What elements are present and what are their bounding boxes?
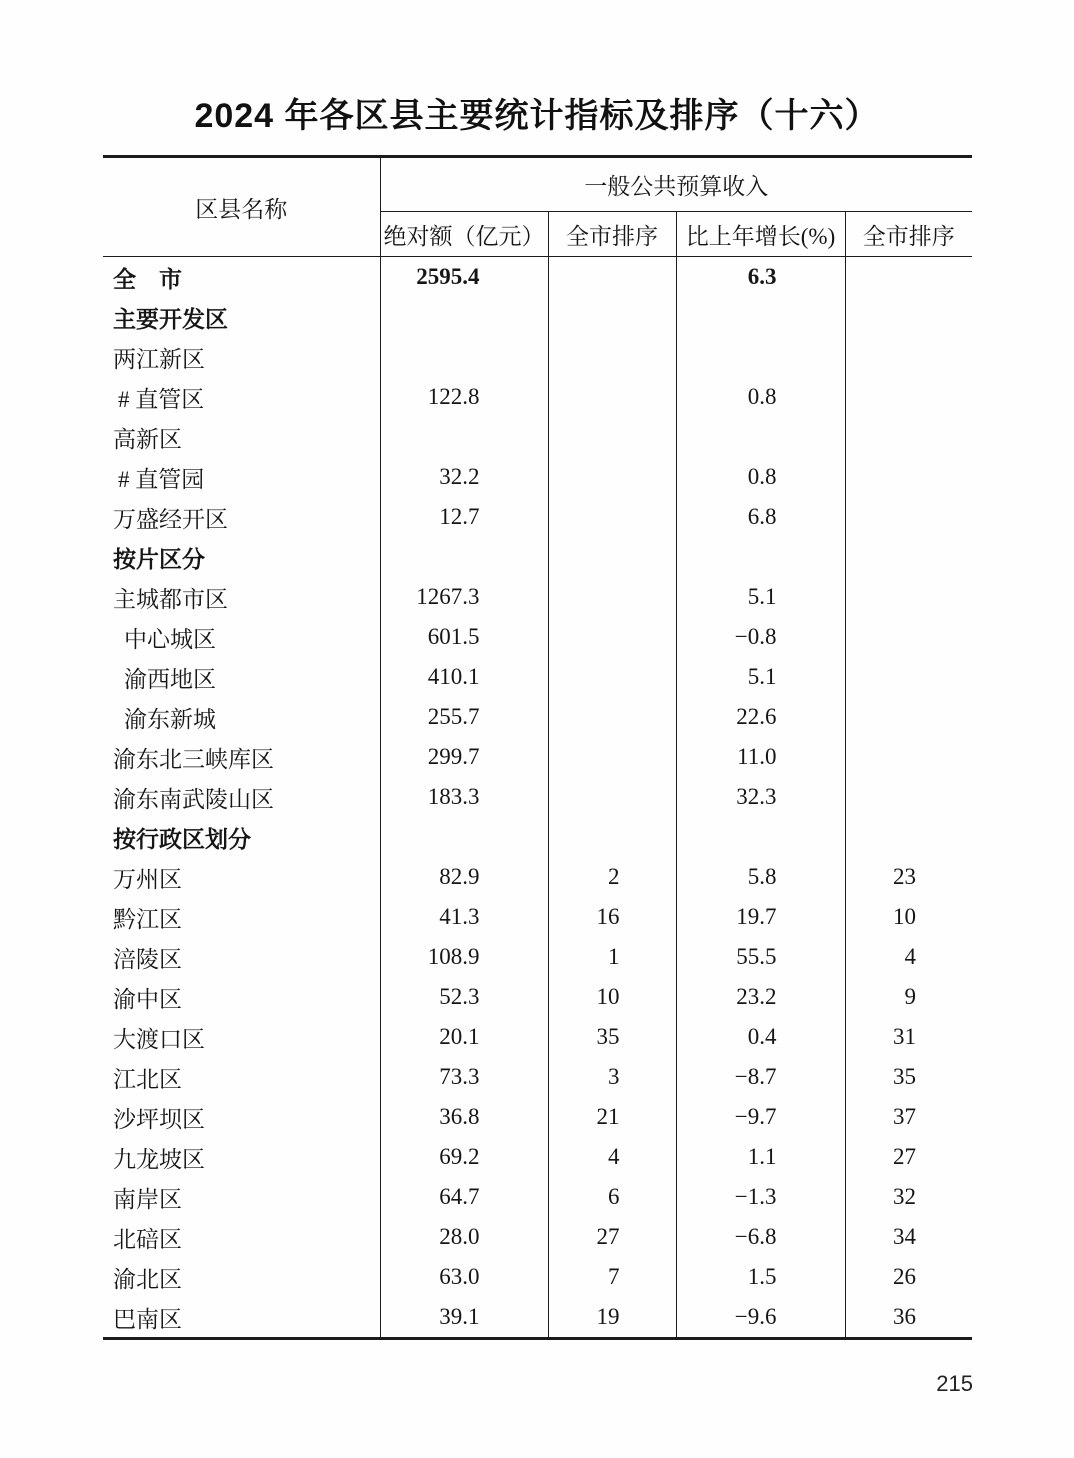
- citywide-rank-1-cell: [548, 537, 676, 577]
- growth-rate-cell: −8.7: [676, 1057, 845, 1097]
- region-name-cell: 涪陵区: [103, 937, 380, 977]
- citywide-rank-2-cell: [845, 537, 972, 577]
- growth-rate-cell: 5.1: [676, 577, 845, 617]
- region-name-cell: 渝中区: [103, 977, 380, 1017]
- absolute-amount-cell: [380, 537, 548, 577]
- absolute-amount-cell: 52.3: [380, 977, 548, 1017]
- growth-rate-cell: [676, 297, 845, 337]
- absolute-amount-cell: 39.1: [380, 1297, 548, 1339]
- absolute-amount-cell: 20.1: [380, 1017, 548, 1057]
- growth-rate-cell: −0.8: [676, 617, 845, 657]
- citywide-rank-2-cell: [845, 577, 972, 617]
- absolute-amount-cell: 63.0: [380, 1257, 548, 1297]
- region-name-cell: 按片区分: [103, 537, 380, 577]
- citywide-rank-2-cell: 23: [893, 864, 916, 889]
- absolute-amount-cell: [380, 337, 548, 377]
- region-name-cell: 两江新区: [103, 337, 380, 377]
- absolute-amount-cell: 299.7: [380, 737, 548, 777]
- growth-rate-cell: −1.3: [676, 1177, 845, 1217]
- citywide-rank-2-cell: [845, 377, 972, 417]
- region-name-cell: 全 市: [103, 257, 380, 298]
- growth-rate-cell: 1.5: [676, 1257, 845, 1297]
- citywide-rank-1-cell: 21: [548, 1097, 676, 1137]
- table-row: [103, 1097, 972, 1137]
- region-name-cell: 万州区: [103, 857, 380, 897]
- table-row: [103, 937, 972, 977]
- growth-rate-cell: 23.2: [676, 977, 845, 1017]
- region-name-cell: 江北区: [103, 1057, 380, 1097]
- region-name-cell: 渝东南武陵山区: [103, 777, 380, 817]
- citywide-rank-1-cell: 4: [548, 1137, 676, 1177]
- table-row: [103, 297, 972, 337]
- citywide-rank-1-cell: [548, 297, 676, 337]
- table-row: [103, 377, 972, 417]
- region-name-cell: 大渡口区: [103, 1017, 380, 1057]
- citywide-rank-1-cell: 16: [548, 897, 676, 937]
- citywide-rank-2-cell: 34: [893, 1224, 916, 1249]
- citywide-rank-1-cell: [548, 657, 676, 697]
- citywide-rank-1-cell: 27: [548, 1217, 676, 1257]
- absolute-amount-cell: 32.2: [380, 457, 548, 497]
- citywide-rank-1-cell: 2: [548, 857, 676, 897]
- citywide-rank-1-cell: [548, 777, 676, 817]
- absolute-amount-cell: 108.9: [380, 937, 548, 977]
- absolute-amount-cell: 36.8: [380, 1097, 548, 1137]
- citywide-rank-2-cell: [845, 257, 972, 298]
- growth-rate-cell: 5.8: [676, 857, 845, 897]
- table-row: [103, 1137, 972, 1177]
- absolute-amount-cell: 183.3: [380, 777, 548, 817]
- citywide-rank-1-cell: [548, 337, 676, 377]
- absolute-amount-cell: 82.9: [380, 857, 548, 897]
- absolute-amount-cell: 64.7: [380, 1177, 548, 1217]
- statistics-table: [103, 155, 972, 1340]
- table-row: [103, 977, 972, 1017]
- absolute-amount-cell: [380, 417, 548, 457]
- citywide-rank-1-cell: [548, 577, 676, 617]
- col-header-citywide-rank-1: 全市排序: [548, 212, 676, 257]
- growth-rate-cell: 5.1: [676, 657, 845, 697]
- table-row: [103, 1257, 972, 1297]
- citywide-rank-1-cell: [548, 417, 676, 457]
- table-header: [103, 157, 972, 257]
- growth-rate-cell: [676, 337, 845, 377]
- region-name-cell: 中心城区: [103, 617, 380, 657]
- absolute-amount-cell: 255.7: [380, 697, 548, 737]
- col-header-budget-revenue-group: 一般公共预算收入: [380, 157, 972, 212]
- citywide-rank-2-cell: 27: [893, 1144, 916, 1169]
- growth-rate-cell: −9.6: [676, 1297, 845, 1339]
- region-name-cell: 沙坪坝区: [103, 1097, 380, 1137]
- citywide-rank-2-cell: [845, 417, 972, 457]
- absolute-amount-cell: 73.3: [380, 1057, 548, 1097]
- col-header-region-name: 区县名称: [103, 157, 380, 257]
- absolute-amount-cell: [380, 817, 548, 857]
- region-name-cell: 黔江区: [103, 897, 380, 937]
- table-row: [103, 457, 972, 497]
- table-row: [103, 1057, 972, 1097]
- region-name-cell: 渝北区: [103, 1257, 380, 1297]
- citywide-rank-1-cell: [548, 257, 676, 298]
- region-name-cell: 渝东北三峡库区: [103, 737, 380, 777]
- citywide-rank-1-cell: [548, 817, 676, 857]
- citywide-rank-2-cell: 37: [893, 1104, 916, 1129]
- table-row: [103, 337, 972, 377]
- citywide-rank-1-cell: 6: [548, 1177, 676, 1217]
- citywide-rank-1-cell: 7: [548, 1257, 676, 1297]
- table-row: [103, 1297, 972, 1339]
- col-header-growth-over-previous-year: 比上年增长(%): [676, 212, 845, 257]
- citywide-rank-2-cell: 4: [904, 944, 916, 969]
- citywide-rank-1-cell: 3: [548, 1057, 676, 1097]
- citywide-rank-1-cell: 10: [548, 977, 676, 1017]
- growth-rate-cell: 6.8: [676, 497, 845, 537]
- growth-rate-cell: 55.5: [676, 937, 845, 977]
- citywide-rank-1-cell: [548, 697, 676, 737]
- citywide-rank-2-cell: 36: [893, 1304, 916, 1329]
- table-row: [103, 537, 972, 577]
- region-name-cell: 南岸区: [103, 1177, 380, 1217]
- table-row: [103, 817, 972, 857]
- citywide-rank-2-cell: [845, 737, 972, 777]
- growth-rate-cell: [676, 817, 845, 857]
- citywide-rank-2-cell: 31: [893, 1024, 916, 1049]
- citywide-rank-2-cell: 26: [893, 1264, 916, 1289]
- growth-rate-cell: 11.0: [676, 737, 845, 777]
- col-header-absolute-amount: 绝对额（亿元）: [380, 212, 548, 257]
- absolute-amount-cell: 69.2: [380, 1137, 548, 1177]
- table-row: [103, 697, 972, 737]
- table-row: [103, 1217, 972, 1257]
- table-row: [103, 617, 972, 657]
- citywide-rank-1-cell: [548, 737, 676, 777]
- page-number: 215: [936, 1371, 973, 1396]
- absolute-amount-cell: 28.0: [380, 1217, 548, 1257]
- citywide-rank-2-cell: [845, 337, 972, 377]
- citywide-rank-2-cell: 35: [893, 1064, 916, 1089]
- growth-rate-cell: −9.7: [676, 1097, 845, 1137]
- table-row: [103, 657, 972, 697]
- table-row: [103, 737, 972, 777]
- growth-rate-cell: 6.3: [676, 257, 845, 298]
- table-row: [103, 417, 972, 457]
- region-name-cell: 高新区: [103, 417, 380, 457]
- absolute-amount-cell: 2595.4: [380, 257, 548, 298]
- region-name-cell: 主城都市区: [103, 577, 380, 617]
- region-name-cell: 北碚区: [103, 1217, 380, 1257]
- growth-rate-cell: 32.3: [676, 777, 845, 817]
- region-name-cell: 九龙坡区: [103, 1137, 380, 1177]
- header-row-group: [103, 157, 972, 212]
- table-body: [103, 257, 972, 1339]
- region-name-cell: 按行政区划分: [103, 817, 380, 857]
- table-row: [103, 777, 972, 817]
- citywide-rank-1-cell: [548, 377, 676, 417]
- table-row: [103, 497, 972, 537]
- region-name-cell: 万盛经开区: [103, 497, 380, 537]
- absolute-amount-cell: 122.8: [380, 377, 548, 417]
- region-name-cell: 渝东新城: [103, 697, 380, 737]
- growth-rate-cell: 0.8: [676, 377, 845, 417]
- absolute-amount-cell: [380, 297, 548, 337]
- citywide-rank-2-cell: [845, 777, 972, 817]
- citywide-rank-2-cell: [845, 457, 972, 497]
- region-name-cell: 主要开发区: [103, 297, 380, 337]
- absolute-amount-cell: 12.7: [380, 497, 548, 537]
- citywide-rank-2-cell: 32: [893, 1184, 916, 1209]
- citywide-rank-1-cell: [548, 497, 676, 537]
- citywide-rank-1-cell: [548, 457, 676, 497]
- col-header-citywide-rank-2: 全市排序: [845, 212, 972, 257]
- absolute-amount-cell: 1267.3: [380, 577, 548, 617]
- growth-rate-cell: 22.6: [676, 697, 845, 737]
- citywide-rank-2-cell: [845, 497, 972, 537]
- growth-rate-cell: [676, 537, 845, 577]
- growth-rate-cell: 1.1: [676, 1137, 845, 1177]
- citywide-rank-2-cell: [845, 617, 972, 657]
- growth-rate-cell: 0.4: [676, 1017, 845, 1057]
- table-row: [103, 1177, 972, 1217]
- citywide-rank-1-cell: 19: [548, 1297, 676, 1339]
- absolute-amount-cell: 601.5: [380, 617, 548, 657]
- growth-rate-cell: [676, 417, 845, 457]
- region-name-cell: 渝西地区: [103, 657, 380, 697]
- page-title: 2024 年各区县主要统计指标及排序（十六）: [194, 97, 880, 135]
- region-name-cell: # 直管区: [103, 377, 380, 417]
- growth-rate-cell: 0.8: [676, 457, 845, 497]
- growth-rate-cell: 19.7: [676, 897, 845, 937]
- table-row: [103, 257, 972, 298]
- table-row: [103, 897, 972, 937]
- citywide-rank-2-cell: [845, 297, 972, 337]
- growth-rate-cell: −6.8: [676, 1217, 845, 1257]
- table-row: [103, 577, 972, 617]
- region-name-cell: 巴南区: [103, 1297, 380, 1339]
- absolute-amount-cell: 41.3: [380, 897, 548, 937]
- citywide-rank-1-cell: 35: [548, 1017, 676, 1057]
- region-name-cell: # 直管园: [103, 457, 380, 497]
- citywide-rank-2-cell: 9: [904, 984, 916, 1009]
- citywide-rank-1-cell: 1: [548, 937, 676, 977]
- table-row: [103, 1017, 972, 1057]
- absolute-amount-cell: 410.1: [380, 657, 548, 697]
- citywide-rank-2-cell: [845, 817, 972, 857]
- citywide-rank-2-cell: [845, 657, 972, 697]
- table-row: [103, 857, 972, 897]
- citywide-rank-2-cell: 10: [893, 904, 916, 929]
- citywide-rank-2-cell: [845, 697, 972, 737]
- citywide-rank-1-cell: [548, 617, 676, 657]
